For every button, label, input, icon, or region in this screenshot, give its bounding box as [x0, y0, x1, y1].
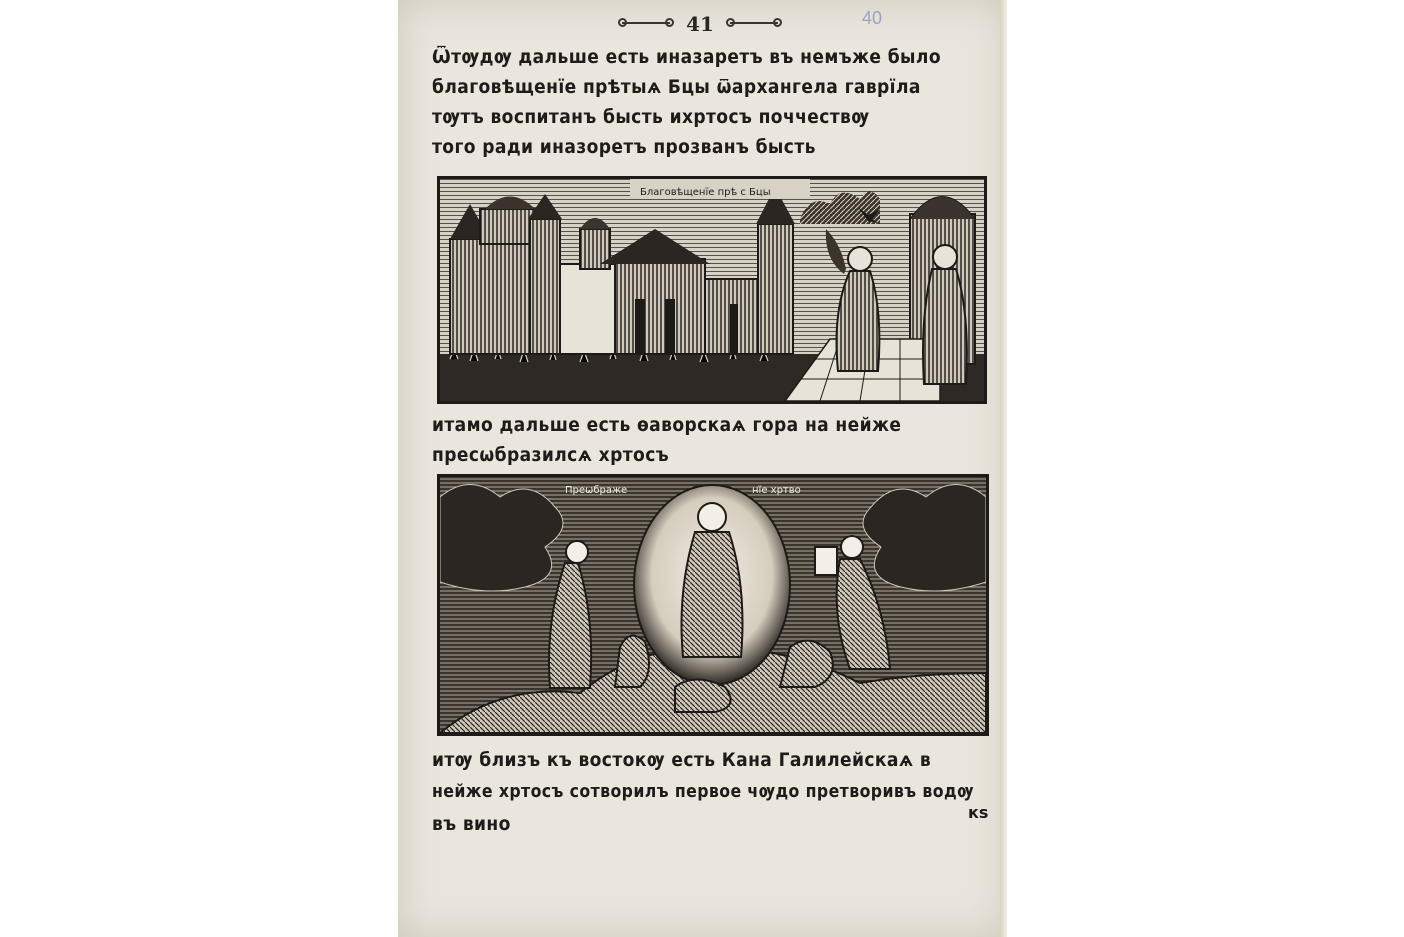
text-line: въ вино: [432, 813, 511, 835]
engraving-annunciation: [437, 176, 987, 404]
signature-mark: кѕ: [968, 803, 989, 822]
plate-caption-left: Преѡбраже: [565, 485, 628, 496]
text-line: Ѿтѹдѹ дальше есть иназаретъ въ немъже было: [432, 46, 941, 68]
page-edge: [1000, 0, 1007, 937]
page-number: 41: [686, 12, 714, 36]
text-paragraph-tabor: [432, 410, 987, 470]
engraving-transfiguration: [437, 474, 989, 736]
text-line: итамо дальше есть ѳаворскаѧ гора на нейже: [432, 414, 902, 436]
header-ornament-left: [622, 22, 670, 24]
plate-caption-annunciation: Благовѣщенїе прѣ с Бцы: [640, 187, 771, 198]
text-paragraph-nazareth: [432, 42, 987, 162]
text-line: тѹтъ воспитанъ бысть ихртосъ поччествѹ: [432, 106, 870, 128]
text-paragraph-cana: [432, 744, 987, 840]
header-ornament-right: [730, 22, 778, 24]
text-line: нейже хртосъ сотворилъ первое чѹдо претворивъ водѹ: [432, 782, 974, 802]
plate-caption-right: нїе хртво: [752, 485, 801, 496]
text-line: итѹ близъ къ востокѹ есть Кана Галилейскаѧ в: [432, 749, 932, 771]
text-line: пресѡбразилсѧ хртосъ: [432, 444, 669, 466]
text-line: благовѣщенїе прѣтыѧ Бцы ѿархангела гаврїла: [432, 76, 921, 98]
text-line: того ради иназоретъ прозванъ бысть: [432, 136, 816, 158]
pencil-note: 40: [862, 8, 883, 28]
